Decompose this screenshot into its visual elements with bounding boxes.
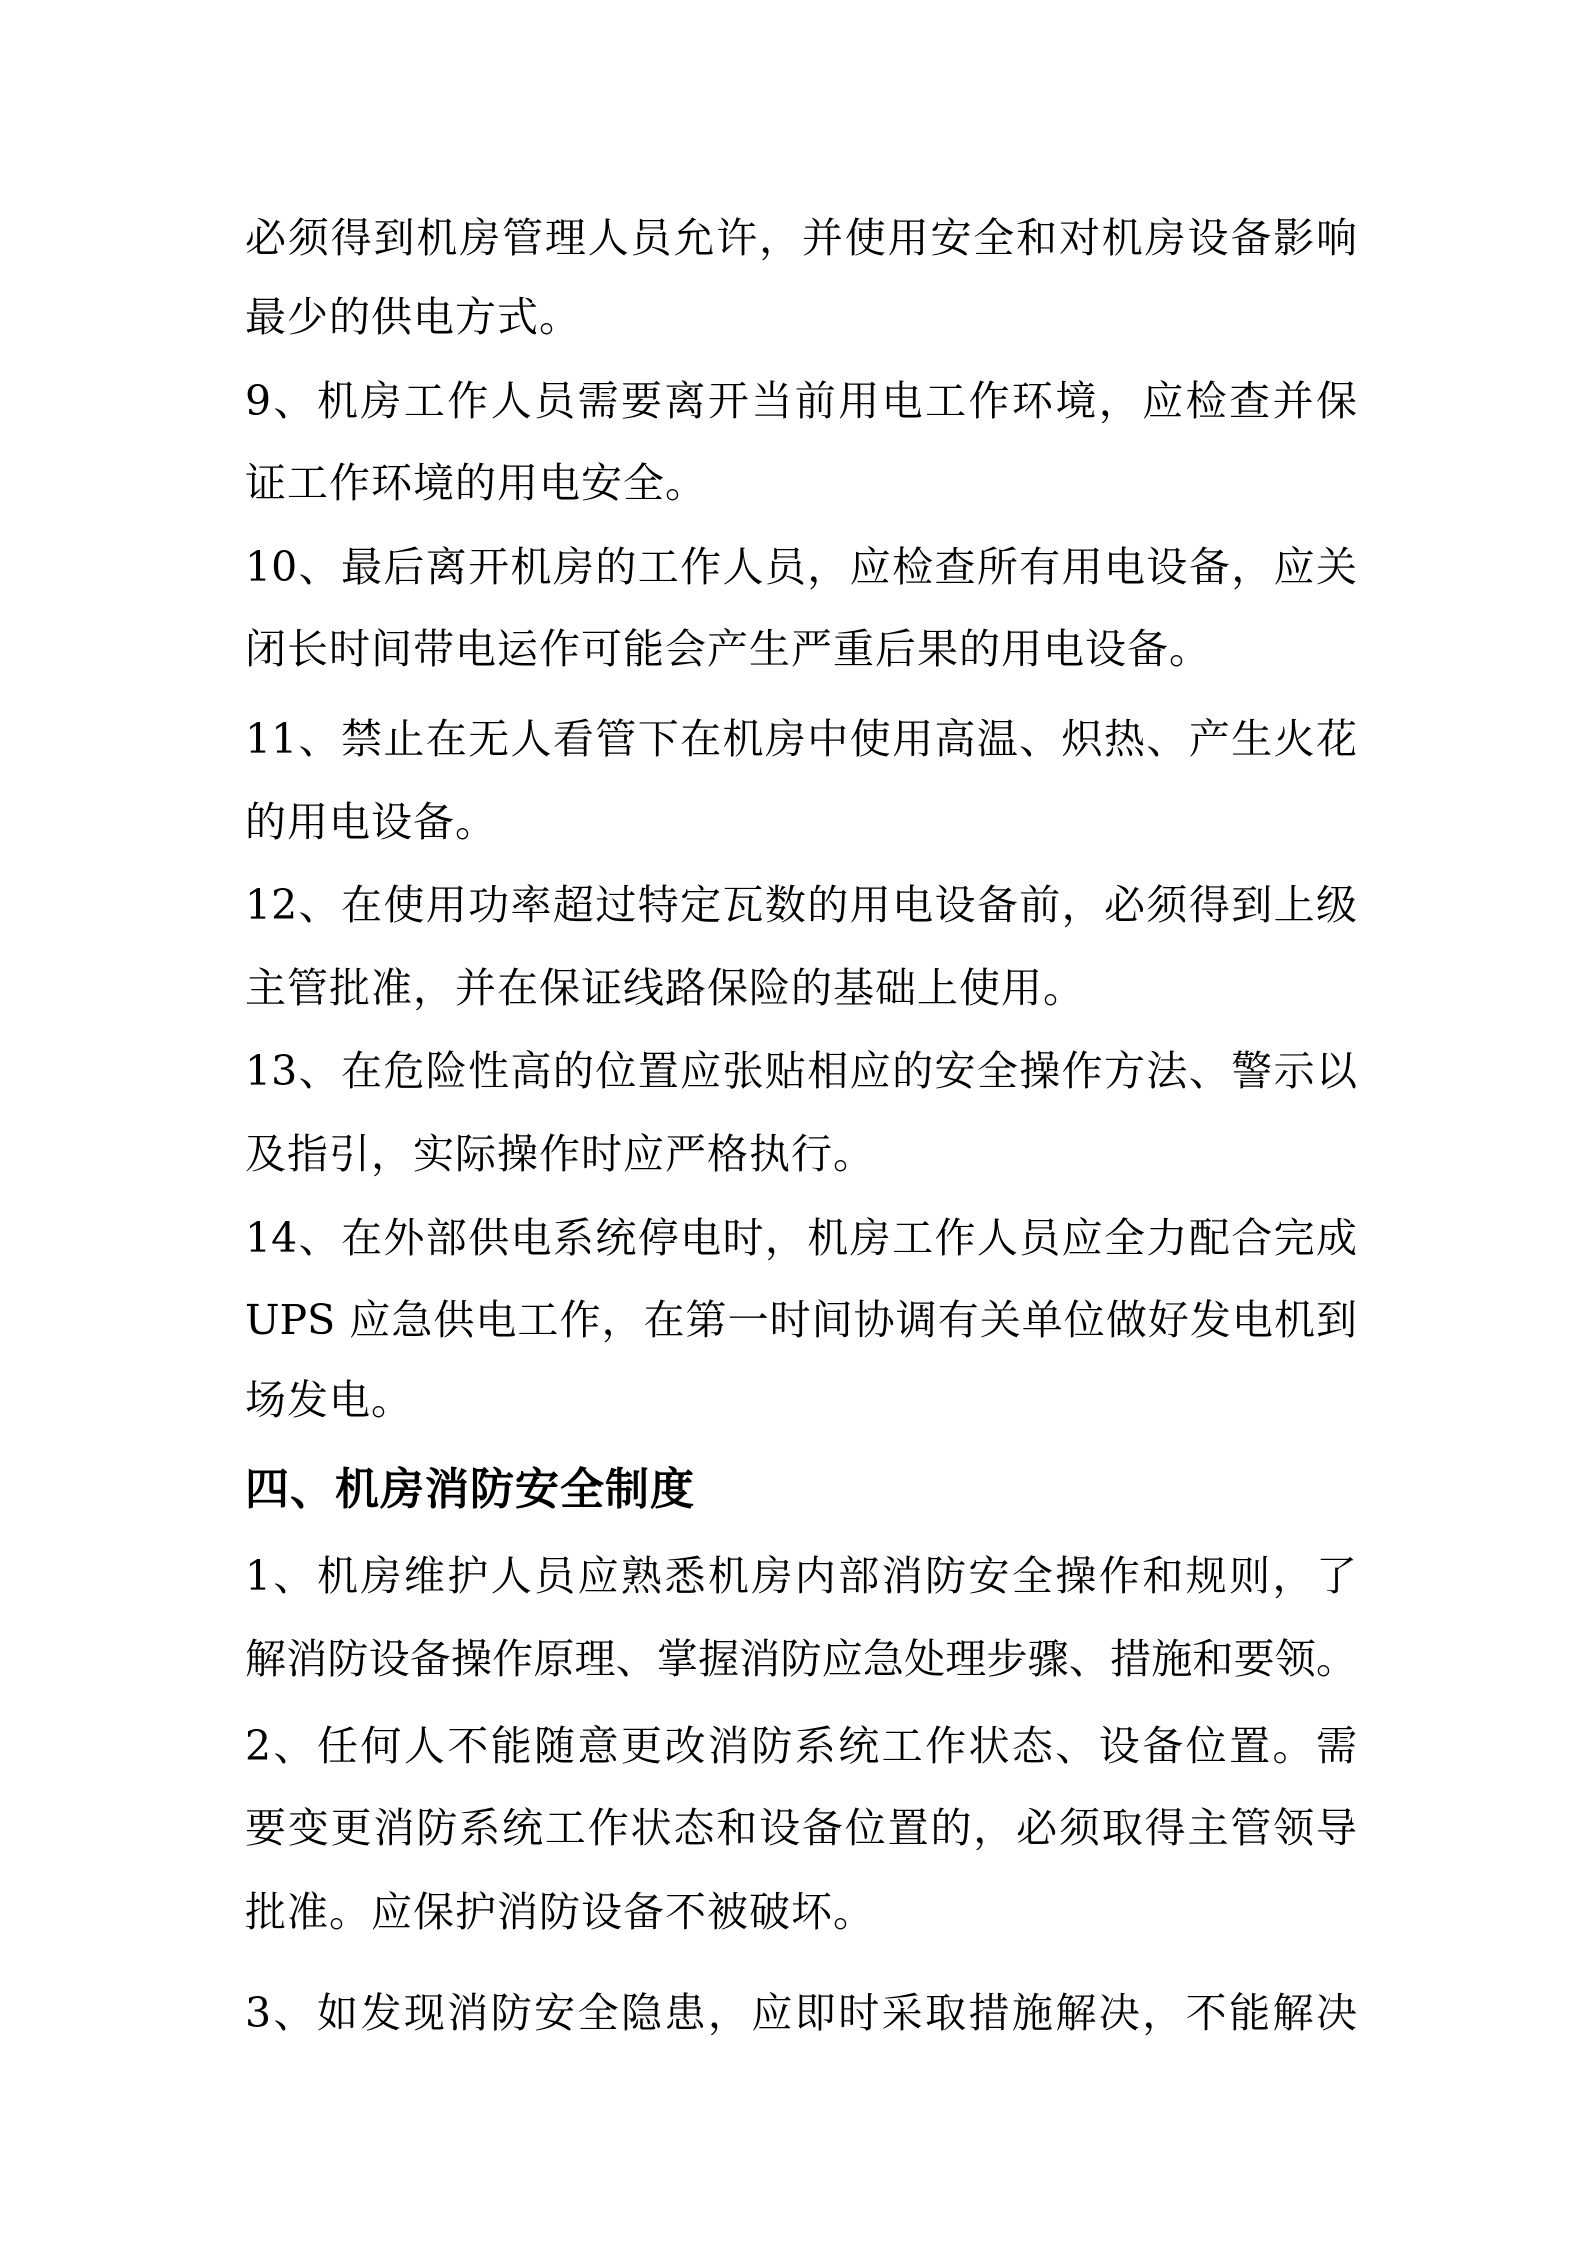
text-line: 闭长时间带电运作可能会产生严重后果的用电设备。 — [245, 625, 1211, 673]
text-line: 1、机房维护人员应熟悉机房内部消防安全操作和规则，了 — [245, 1552, 1357, 1600]
text-line: 及指引，实际操作时应严格执行。 — [245, 1130, 875, 1178]
text-line: 要变更消防系统工作状态和设备位置的，必须取得主管领导 — [245, 1804, 1357, 1852]
text-line: 9、机房工作人员需要离开当前用电工作环境，应检查并保 — [245, 377, 1357, 425]
text-line: 14、在外部供电系统停电时，机房工作人员应全力配合完成 — [245, 1214, 1357, 1262]
text-line: 主管批准，并在保证线路保险的基础上使用。 — [245, 964, 1085, 1012]
text-line: 11、禁止在无人看管下在机房中使用高温、炽热、产生火花 — [245, 715, 1357, 763]
text-line: 解消防设备操作原理、掌握消防应急处理步骤、措施和要领。 — [245, 1635, 1357, 1683]
text-line: 最少的供电方式。 — [245, 293, 581, 341]
text-line: 批准。应保护消防设备不被破坏。 — [245, 1888, 875, 1936]
section-heading: 四、机房消防安全制度 — [245, 1464, 695, 1515]
text-line: 必须得到机房管理人员允许，并使用安全和对机房设备影响 — [245, 214, 1357, 262]
text-line: 12、在使用功率超过特定瓦数的用电设备前，必须得到上级 — [245, 881, 1357, 929]
text-line: 3、如发现消防安全隐患，应即时采取措施解决，不能解决 — [245, 1989, 1357, 2037]
text-line: UPS 应急供电工作，在第一时间协调有关单位做好发电机到 — [245, 1296, 1357, 1344]
text-line: 场发电。 — [245, 1376, 413, 1424]
text-line: 10、最后离开机房的工作人员，应检查所有用电设备，应关 — [245, 543, 1357, 591]
text-line: 证工作环境的用电安全。 — [245, 459, 707, 507]
text-line: 13、在危险性高的位置应张贴相应的安全操作方法、警示以 — [245, 1047, 1357, 1095]
text-line: 2、任何人不能随意更改消防系统工作状态、设备位置。需 — [245, 1722, 1357, 1770]
text-line: 的用电设备。 — [245, 798, 497, 846]
